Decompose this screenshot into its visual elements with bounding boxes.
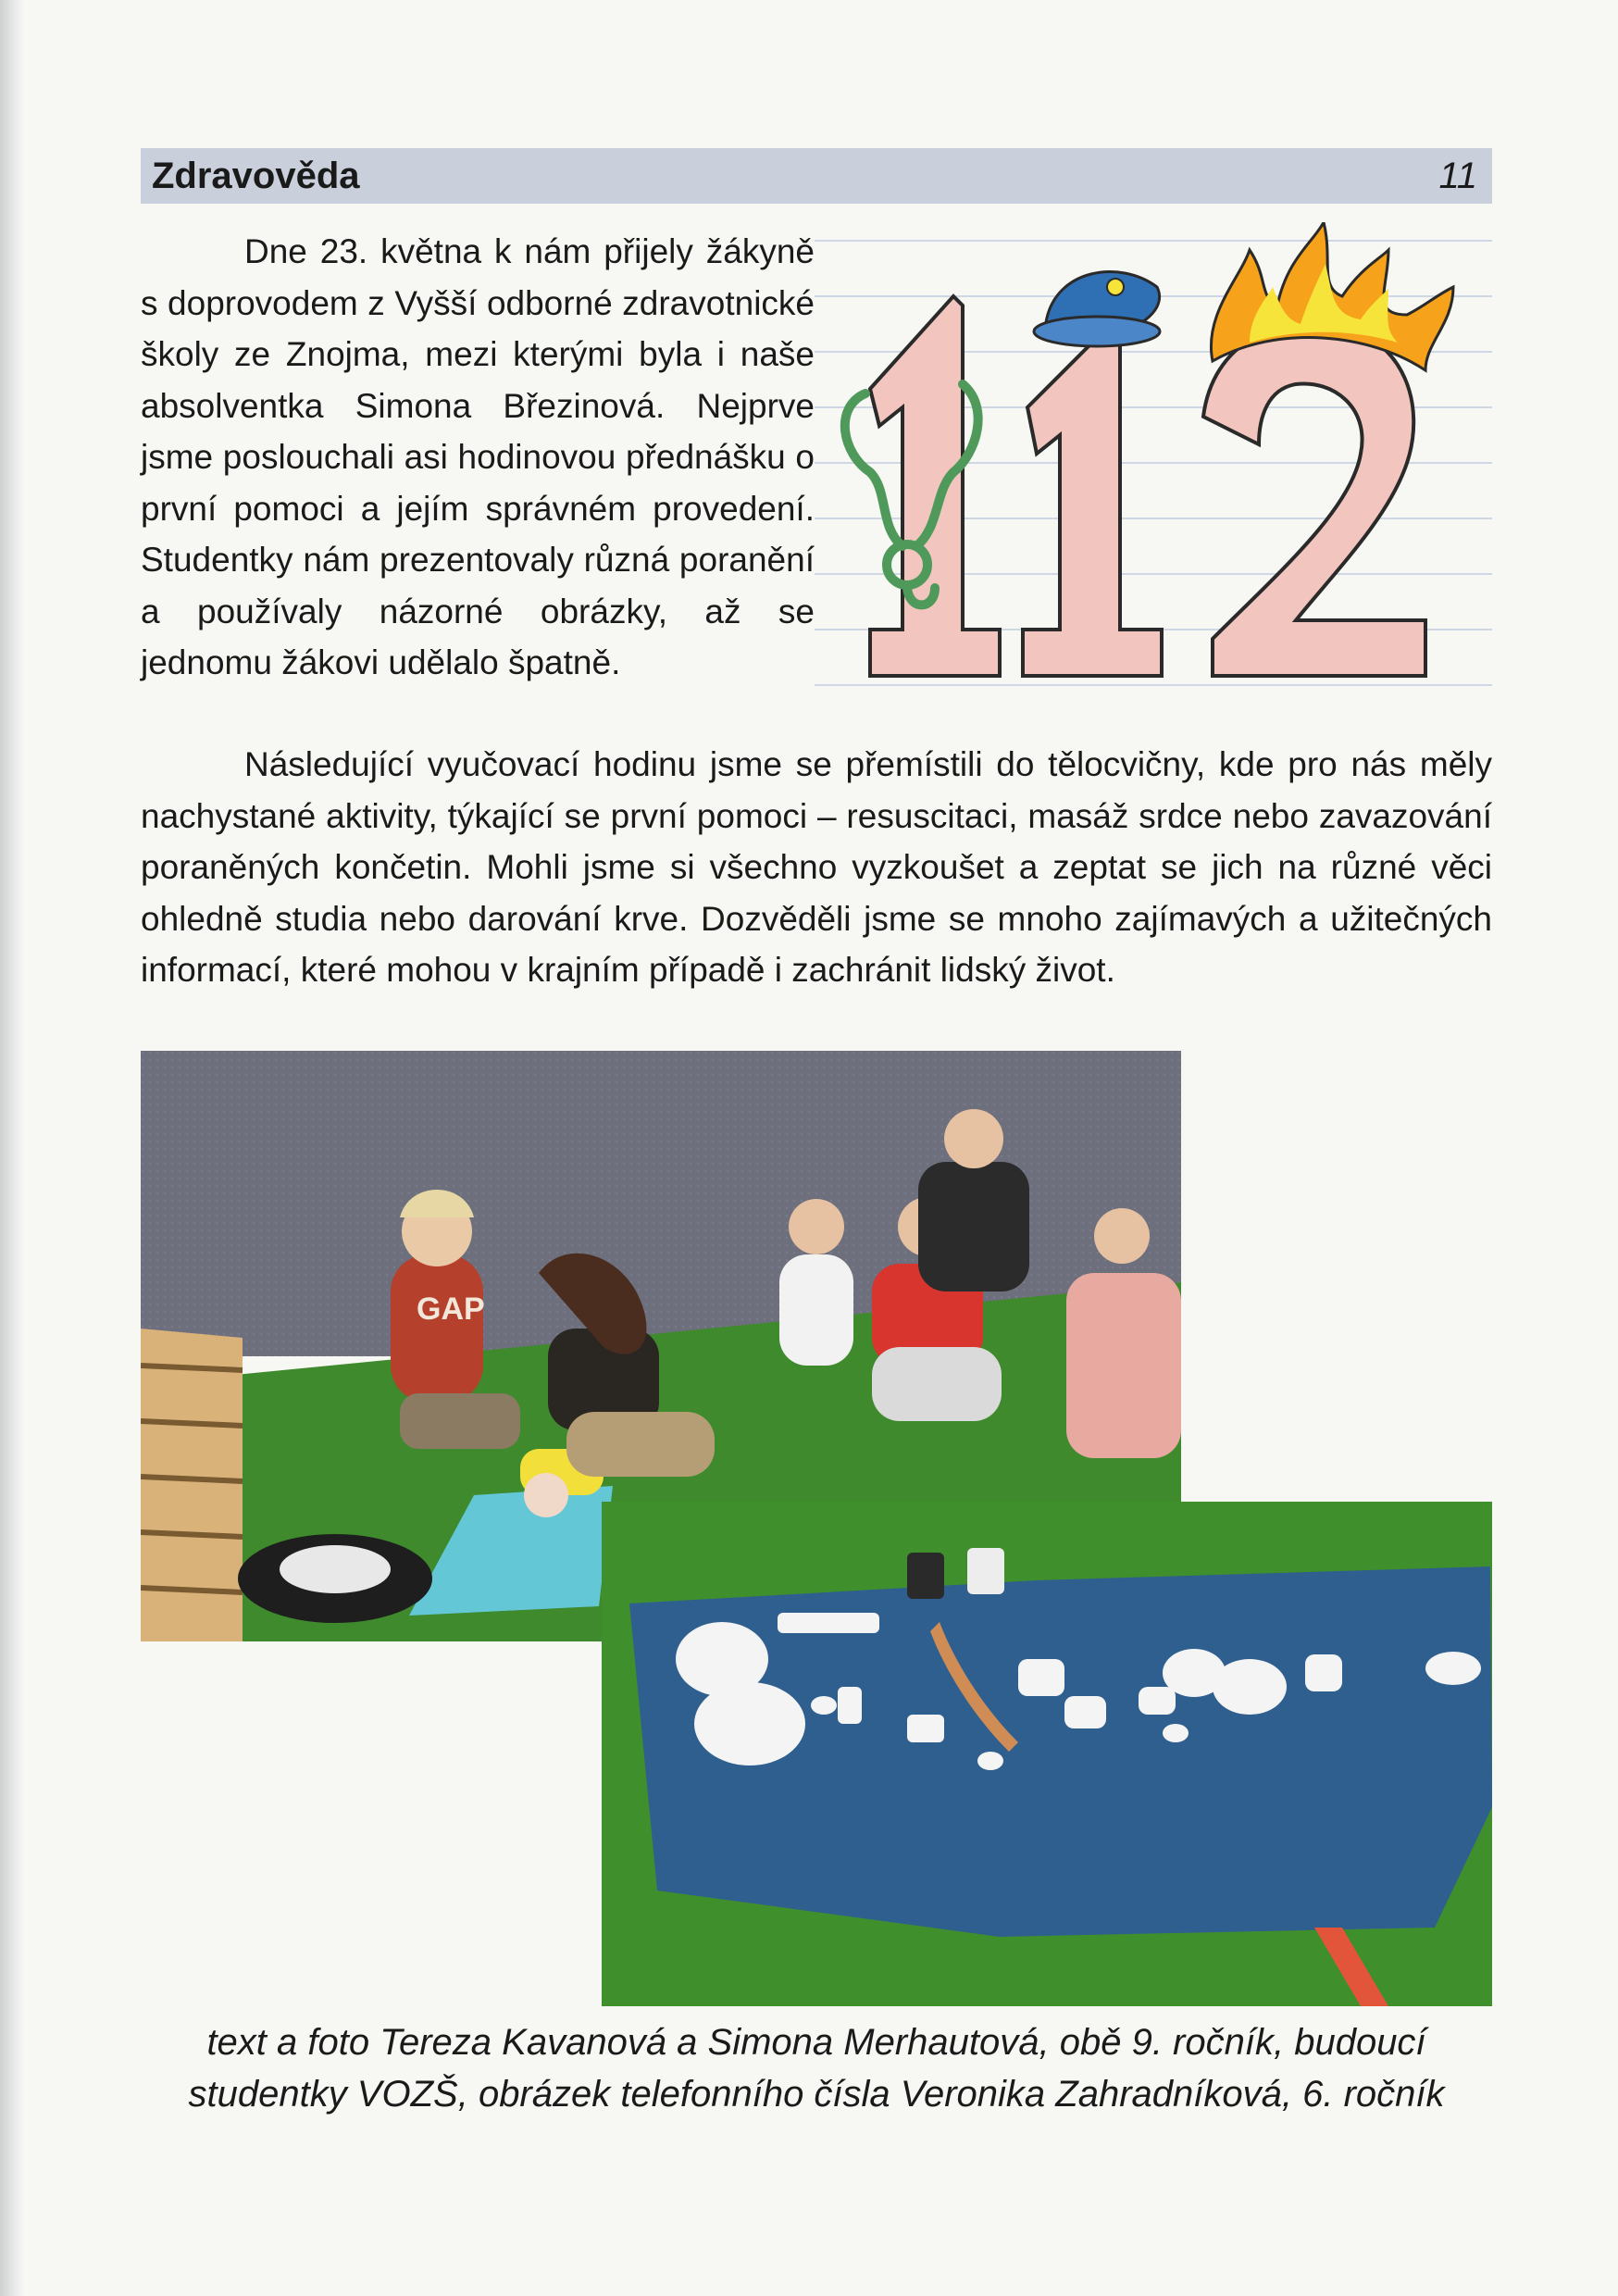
- digit-one-left: [870, 296, 1000, 676]
- shoes: [907, 1553, 944, 1599]
- page-edge: [0, 0, 24, 2296]
- page-number: 11: [1438, 155, 1477, 196]
- digit-two: [1203, 322, 1425, 676]
- digit-one-middle: [1023, 333, 1162, 676]
- sneaker: [1425, 1652, 1481, 1685]
- caption-line-2: studentky VOZŠ, obrázek telefonního čísla Veronika Zahradníková, 6. ročník: [188, 2074, 1445, 2115]
- article-paragraph-1: Dne 23. května k nám přijely žákyně s doprovodem z Vyšší odborné zdravotnické školy ze Znojma, mezi kterými byla i naše absolventka Simona Březinová. Nejprve jsme poslouchali asi hodinovou přednášku o první pomoci a jejím správném provedení. Studentky nám prezentovaly různá poranění a používaly názorné obrázky, až se jednomu žákovi udělalo špatně.: [141, 232, 815, 681]
- cpr-dummy-head: [524, 1473, 568, 1517]
- hoodie-text: GAP: [417, 1292, 485, 1327]
- photo-caption: [141, 2016, 1492, 2120]
- caption-line-1: text a foto Tereza Kavanová a Simona Merhautová, obě 9. ročník, budoucí: [206, 2022, 1426, 2063]
- emergency-number-drawing: [815, 222, 1492, 713]
- bandages-photo: [602, 1502, 1492, 2006]
- police-cap: [1034, 272, 1160, 346]
- section-header: [141, 148, 1492, 204]
- section-title: Zdravověda: [152, 155, 360, 196]
- article-paragraph-2: Následující vyučovací hodinu jsme se přemístili do tělocvičny, kde pro nás měly nachystané aktivity, týkající se první pomoci – resuscitaci, masáž srdce nebo zavazování poraněných končetin. Mohli jsme si všechno vyzkoušet a zeptat se jich na různé věci ohledně studia nebo darování krve. Dozvěděli jsme se mnoho zajímavých a užitečných informací, které mohou v krajním případě i zachránit lidský život.: [141, 745, 1492, 989]
- wall-bars: [141, 1329, 243, 1641]
